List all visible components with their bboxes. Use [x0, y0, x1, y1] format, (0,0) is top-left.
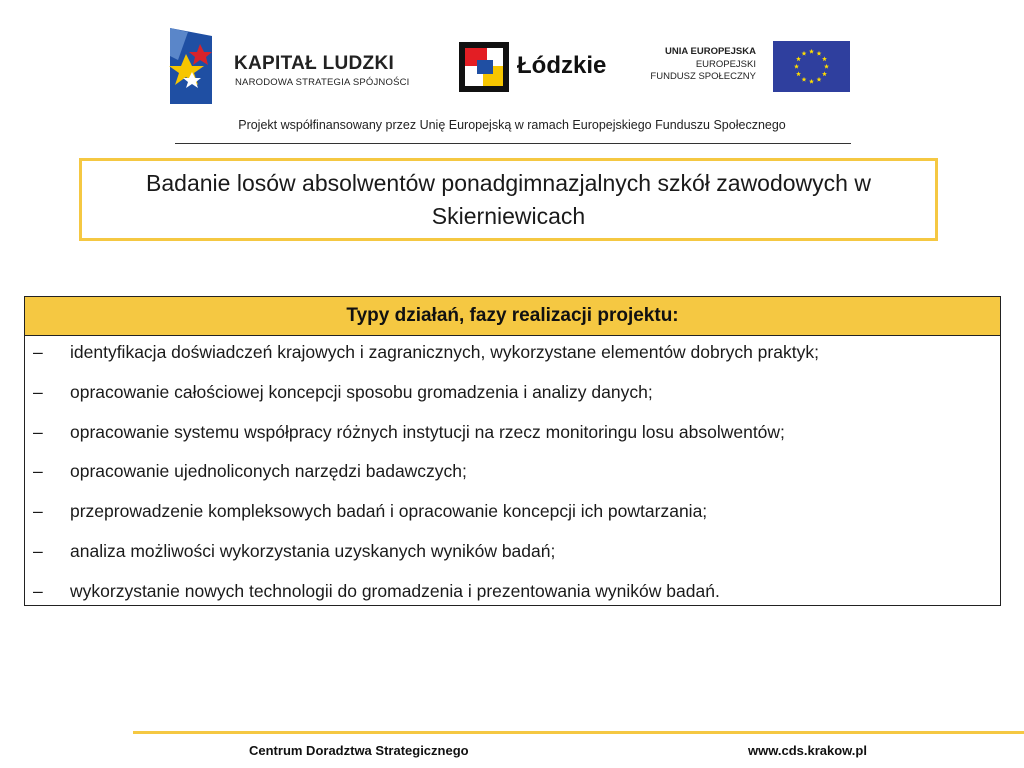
list-item	[25, 458, 1000, 498]
list-item	[25, 538, 1000, 578]
header-divider	[175, 143, 851, 144]
dash-bullet: –	[33, 381, 43, 402]
dash-bullet: –	[33, 540, 43, 561]
footer-divider	[133, 731, 1024, 734]
eu-fund-line2: FUNDUSZ SPOŁECZNY	[650, 71, 756, 82]
list-item-text: opracowanie systemu współpracy różnych instytucji na rzecz monitoringu losu absolwentów;	[70, 421, 785, 442]
list-item	[25, 339, 1000, 379]
list-item	[25, 498, 1000, 538]
lodzkie-logo	[459, 42, 619, 94]
eu-flag-icon	[773, 41, 850, 92]
cofinancing-note: Projekt współfinansowany przez Unię Europejską w ramach Europejskiego Funduszu Społecznego	[238, 118, 786, 132]
lodzkie-label: Łódzkie	[517, 52, 607, 79]
activities-table	[24, 296, 1001, 606]
list-item	[25, 578, 1000, 618]
list-item	[25, 419, 1000, 459]
dash-bullet: –	[33, 580, 43, 601]
list-item-text: identyfikacja doświadczeń krajowych i zagranicznych, wykorzystane elementów dobrych praktyk;	[70, 342, 819, 362]
eu-label	[650, 46, 756, 84]
dash-bullet: –	[33, 342, 43, 362]
table-heading: Typy działań, fazy realizacji projektu:	[25, 297, 1000, 336]
kapital-ludzki-logo	[166, 26, 416, 110]
footer-website-link[interactable]: www.cds.krakow.pl	[748, 743, 867, 758]
list-item-text: opracowanie ujednoliconych narzędzi badawczych;	[70, 461, 467, 482]
eu-fund-line1: EUROPEJSKI	[695, 58, 756, 70]
list-item-text: wykorzystanie nowych technologii do gromadzenia i prezentowania wyników badań.	[70, 580, 720, 601]
dash-bullet: –	[33, 501, 43, 522]
dash-bullet: –	[33, 421, 43, 442]
lodzkie-emblem-icon	[459, 42, 509, 92]
eu-union-label: UNIA EUROPEJSKA	[665, 46, 756, 57]
list-item-text: opracowanie całościowej koncepcji sposobu gromadzenia i analizy danych;	[70, 381, 653, 402]
dash-bullet: –	[33, 461, 43, 482]
activities-list	[25, 336, 1000, 618]
footer-organization: Centrum Doradztwa Strategicznego	[249, 743, 469, 758]
kapital-ludzki-subtitle: NARODOWA STRATEGIA SPÓJNOŚCI	[235, 77, 410, 88]
list-item	[25, 379, 1000, 419]
kapital-ludzki-emblem-icon	[166, 26, 216, 106]
title-box	[79, 158, 938, 241]
list-item-text: analiza możliwości wykorzystania uzyskanych wyników badań;	[70, 540, 556, 561]
page-title: Badanie losów absolwentów ponadgimnazjalnych szkół zawodowych w Skierniewicach	[146, 169, 871, 229]
list-item-text: przeprowadzenie kompleksowych badań i opracowanie koncepcji ich powtarzania;	[70, 501, 708, 522]
kapital-ludzki-title: KAPITAŁ LUDZKI	[234, 53, 395, 74]
